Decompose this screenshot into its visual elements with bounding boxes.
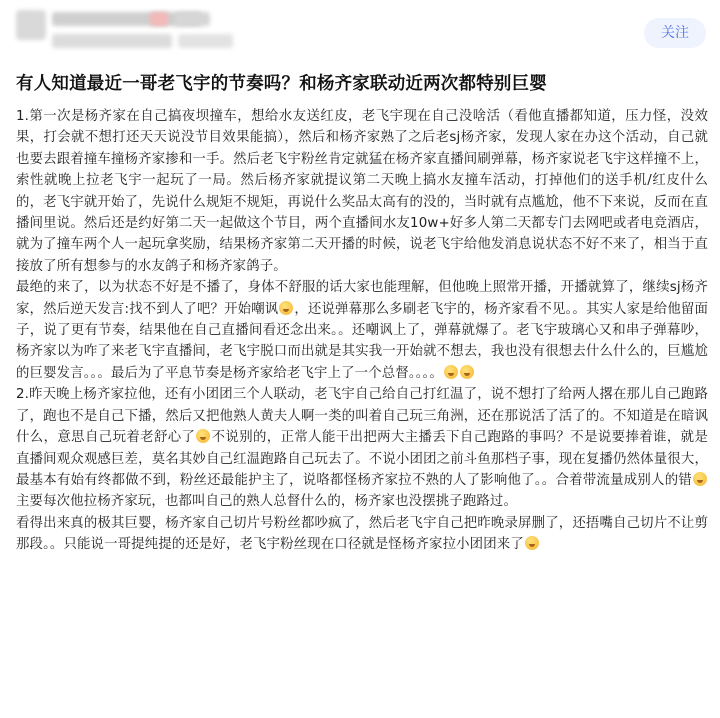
paragraph bbox=[16, 277, 708, 384]
avatar[interactable] bbox=[16, 10, 46, 40]
text-segment: 2.昨天晚上杨齐家拉他，还有小团团三个人联动，老飞宇自己给自己打红温了，说不想打了给两人撂在那儿自己跑路了，跑也不是自己下播，然后又把他熟人黄夫人啊一类的叫着自己玩三角洲，还在那说活了活了的。不知道是在暗讽什么，意思自己玩着老舒心了 bbox=[16, 387, 708, 446]
smile-emoji-icon bbox=[693, 472, 707, 486]
follow-button[interactable]: 关注 bbox=[644, 18, 706, 48]
smile-emoji-icon bbox=[444, 365, 458, 379]
smile-emoji-icon bbox=[196, 429, 210, 443]
text-segment: ，还说弹幕那么多刷老飞宇的，杨齐家看不见。。其实人家是给他留面子，说了更有节奏，结果他在自己直播间看还念出来。。还嘲讽上了，弹幕就爆了。老飞宇玻璃心又和串子弹幕吵，杨齐家以为咋了来老飞宇直播间，老飞宇脱口而出就是其实我一开始就不想去，我也没有很想去什么什么的，巨尴尬的巨婴发言。。。最后为了平息节奏是杨齐家给老飞宇上了一个总督。。。。 bbox=[16, 301, 708, 381]
badge-blurred bbox=[150, 12, 168, 26]
text-segment: 不说别的，正常人能干出把两大主播丢下自己跑路的事吗？不是说要捧着谁，就是直播间观众观感巨差，莫名其妙自己红温跑路自己玩去了。不说小团团之前斗鱼那档子事，现在复播仍然体量很大，最基本有始有终都做不到，粉丝还最能护主了，说咯都怪杨齐家拉不熟的人了影响他了。。合着带流量成别人的错 bbox=[16, 430, 708, 488]
meta-blurred bbox=[178, 34, 233, 48]
text-segment: 主要每次他拉杨齐家玩，也都叫自己的熟人总督什么的，杨齐家也没摆挑子跑路过。 bbox=[16, 494, 518, 510]
badge-blurred bbox=[175, 12, 210, 26]
post-content bbox=[16, 106, 708, 556]
post-header bbox=[0, 0, 720, 66]
smile-emoji-icon bbox=[460, 365, 474, 379]
paragraph bbox=[16, 513, 708, 556]
text-segment: 最绝的来了，以为状态不好是不播了，身体不舒服的话大家也能理解，但他晚上照常开播，开播就算了，继续sj杨齐家，然后逆天发言:找不到人了吧？开始嘲讽 bbox=[16, 280, 708, 317]
smile-emoji-icon bbox=[279, 301, 293, 315]
smile-emoji-icon bbox=[525, 536, 539, 550]
paragraph: 1.第一次是杨齐家在自己搞夜坝撞车，想给水友送红皮，老飞宇现在自己没啥活（看他直播都知道，压力怪，没效果，打会就不想打还天天说没节目效果能搞），然后和杨齐家熟了之后老sj杨齐家，发现人家在办这个活动，自己就也要去跟着撞车撞杨齐家掺和一手。然后老飞宇粉丝肯定就猛在杨齐家直播间刷弹幕，杨齐家说老飞宇这样撞不上，索性就晚上拉老飞宇一起玩了一局。然后杨齐家就提议第二天晚上搞水友撞车活动，打掉他们的送手机/红皮什么的，老飞宇就开始了，先说什么规矩不规矩，再说什么奖品太高有的没的，当时就有点尴尬，他不下来说，反而在直播间里说。然后还是约好第二天一起做这个节目，两个直播间水友10w+好多人第二天都专门去网吧或者电竞酒店，就为了撞车两个人一起玩拿奖励，结果杨齐家第二天开播的时候，说老飞宇给他发消息说状态不好不来了，相当于直接放了所有想参与的水友鸽子和杨齐家鸽子。 bbox=[16, 109, 708, 274]
meta-blurred bbox=[52, 34, 172, 48]
paragraph bbox=[16, 384, 708, 512]
post-title: 有人知道最近一哥老飞宇的节奏吗？和杨齐家联动近两次都特别巨婴 bbox=[16, 74, 547, 94]
text-segment: 看得出来真的极其巨婴，杨齐家自己切片号粉丝都吵疯了，然后老飞宇自己把昨晚录屏删了，还捂嘴自己切片不让剪那段。。只能说一哥提纯提的还是好，老飞宇粉丝现在口径就是怪杨齐家拉小团团来了 bbox=[16, 515, 708, 553]
